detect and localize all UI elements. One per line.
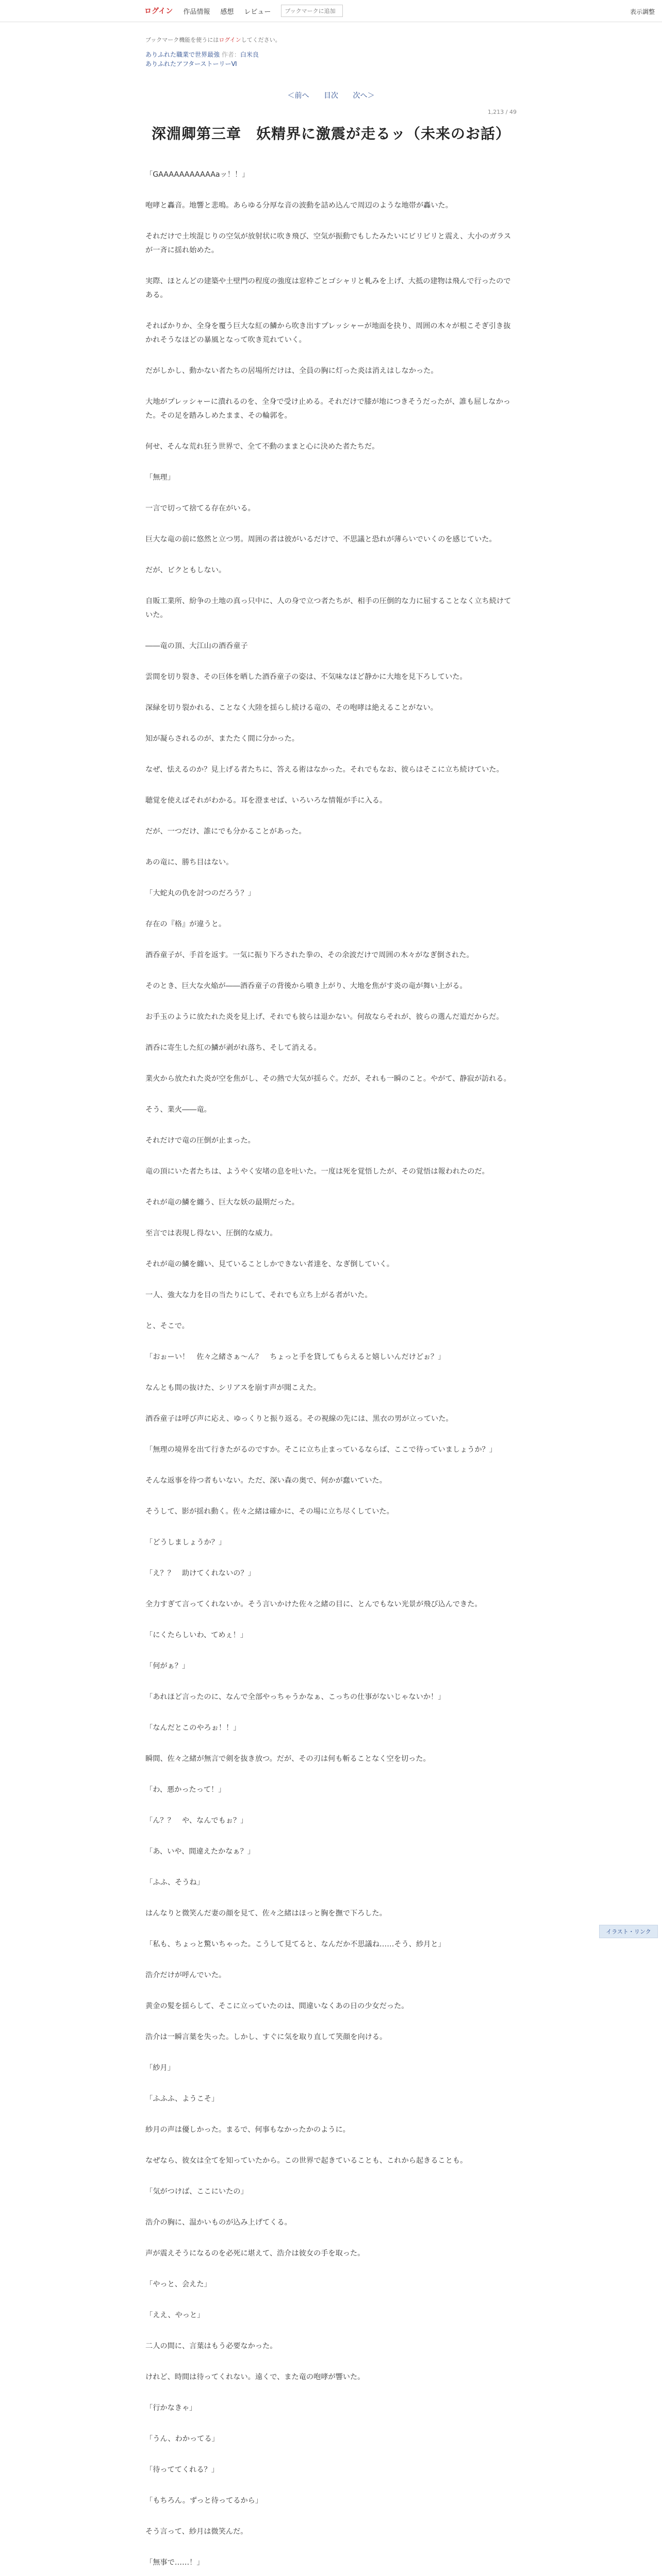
- novel-paragraph: 何せ、そんな荒れ狂う世界で、全て不動のままと心に決めた者たちだ。: [145, 443, 379, 451]
- novel-paragraph: それだけで土埃混じりの空気が放射状に吹き飛び、空気が振動でもしたみたいにビリビリと震え、大小のガラスが一斉に揺れ始めた。: [145, 232, 511, 255]
- illustration-link-button[interactable]: イラスト・リンク: [599, 1925, 658, 1938]
- novel-paragraph: 「うん、わかってる」: [145, 2435, 219, 2443]
- novel-paragraph: 声が震えそうになるのを必死に堪えて、浩介は彼女の手を取った。: [145, 2249, 365, 2258]
- display-settings-link[interactable]: 表示調整: [630, 8, 655, 15]
- author-link[interactable]: 白米良: [240, 51, 259, 58]
- novel-paragraph: 存在の『格』が違うと。: [145, 920, 226, 928]
- novel-paragraph: 「にくたらしいわ、てめぇ！」: [145, 1631, 247, 1639]
- novel-paragraph: そればかりか、全身を覆う巨大な紅の鱗から吹き出すプレッシャーが地面を抉り、周囲の木々が根こそぎ引き抜かれそうなほどの暴風となって吹き荒れていく。: [145, 322, 511, 344]
- novel-paragraph: 紗月の声は優しかった。まるで、何事もなかったかのように。: [145, 2126, 350, 2134]
- novel-paragraph: 「ええ、やっと」: [145, 2311, 205, 2319]
- novel-paragraph: あの竜に、勝ち目はない。: [145, 858, 234, 867]
- prev-link[interactable]: ＜前へ: [287, 92, 309, 100]
- login-link[interactable]: ログイン: [144, 7, 173, 15]
- novel-paragraph: 「無事で……！」: [145, 2558, 204, 2567]
- novel-paragraph: 「ふふふ、ようこそ」: [145, 2095, 219, 2103]
- novel-paragraph: 「わ、悪かったって！」: [145, 1786, 226, 1794]
- novel-paragraph: 酒呑に寄生した紅の鱗が剥がれ落ち、そして消える。: [145, 1044, 321, 1052]
- novel-paragraph: 深緑を切り裂かれる、ことなく大陸を揺らし続ける竜の、その咆哮は絶えることがない。: [145, 704, 438, 712]
- novel-paragraph: 「無理」: [145, 473, 175, 482]
- novel-paragraph: 「行かなきゃ」: [145, 2404, 197, 2412]
- novel-paragraph: なんとも間の抜けた、シリアスを崩す声が聞こえた。: [145, 1384, 321, 1392]
- novel-paragraph: 竜の頂にいた者たちは、ようやく安堵の息を吐いた。一度は死を覚悟したが、その覚悟は報われたのだ。: [145, 1167, 489, 1176]
- top-bar: [0, 0, 662, 22]
- series-info: ありふれた職業で世界最強 作者：白米良 ありふれたアフターストーリーⅥ: [145, 51, 259, 67]
- novel-paragraph: だが、一つだけ、誰にでも分かることがあった。: [145, 827, 306, 836]
- novel-paragraph: 酒呑童子が、手首を返す。一気に振り下ろされた拳の、その余波だけで周囲の木々がなぎ倒された。: [145, 951, 474, 959]
- top-nav: [183, 6, 281, 16]
- novel-paragraph: 雲間を切り裂き、その巨体を晒した酒呑童子の姿は、不気味なほど静かに大地を見下ろしていた。: [145, 673, 467, 681]
- novel-paragraph: それが竜の鱗を纏い、見ていることしかできない者達を、なぎ倒していく。: [145, 1260, 394, 1268]
- novel-paragraph: だが、ビクともしない。: [145, 566, 226, 574]
- novel-paragraph: 自販工業所、紛争の土地の真っ只中に、人の身で立つ者たちが、相手の圧倒的な力に屈することなく立ち続けていた。: [145, 597, 511, 619]
- novel-paragraph: 「何がぁ？」: [145, 1662, 190, 1670]
- novel-paragraph: 「なんだとこのやろぉ！！」: [145, 1724, 241, 1732]
- nav-item-info[interactable]: 作品情報: [183, 8, 210, 16]
- novel-paragraph: 「おぉーい！ 佐々之緒さぁ～ん？ ちょっと手を貸してもらえると嬉しいんだけどぉ？」: [145, 1353, 445, 1361]
- novel-paragraph: 「GAAAAAAAAAAAaッ！！」: [145, 171, 250, 179]
- novel-paragraph: 「あ、いや、間違えたかなぁ？」: [145, 1848, 255, 1856]
- novel-paragraph: 黄金の髪を揺らして、そこに立っていたのは、間違いなくあの日の少女だった。: [145, 2002, 409, 2010]
- novel-paragraph: そのとき、巨大な火焔が――酒呑童子の背後から噴き上がり、大地を焦がす炎の竜が舞い上がる。: [145, 982, 467, 990]
- novel-paragraph: 業火から放たれた炎が空を焦がし、その熱で大気が揺らぐ。だが、それも一瞬のこと。やがて、静寂が訪れる。: [145, 1075, 511, 1083]
- novel-paragraph: そうして、影が揺れ動く。佐々之緒は確かに、その場に立ち尽くしていた。: [145, 1507, 394, 1516]
- novel-paragraph: 巨大な竜の前に悠然と立つ男。周囲の者は彼がいるだけで、不思議と恐れが薄らいでいくのを感じていた。: [145, 535, 496, 544]
- novel-paragraph: 至言では表現し得ない、圧倒的な威力。: [145, 1229, 277, 1238]
- novel-paragraph: 浩介だけが呼んでいた。: [145, 1971, 226, 1979]
- next-link[interactable]: 次へ＞: [353, 92, 375, 100]
- novel-paragraph: 聴覚を使えばそれがわかる。耳を澄ませば、いろいろな情報が手に入る。: [145, 796, 387, 805]
- notice-login-link[interactable]: ログイン: [219, 37, 241, 43]
- novel-paragraph: ――竜の頂、大江山の酒呑童子: [145, 642, 248, 650]
- novel-paragraph: だがしかし、動かない者たちの居場所だけは、全員の胸に灯った炎は消えはしなかった。: [145, 367, 438, 375]
- novel-paragraph: 咆哮と轟音。地響と悲鳴。あらゆる分厚な音の波動を詰め込んで周辺のような地帯が轟いた。: [145, 201, 453, 210]
- nav-item-comments[interactable]: レビュー: [244, 8, 271, 16]
- novel-body: [145, 168, 517, 2576]
- novel-paragraph: 「え？？ 助けてくれないの？」: [145, 1569, 255, 1578]
- novel-paragraph: そう、業火――竜。: [145, 1106, 211, 1114]
- novel-paragraph: 「気がつけば、ここにいたの」: [145, 2188, 248, 2196]
- novel-paragraph: 「無理の境界を出て行きたがるのですか。そこに立ち止まっているならば、ここで待っていましょうか？」: [145, 1446, 497, 1454]
- novel-paragraph: と、そこで。: [145, 1322, 189, 1330]
- novel-paragraph: 「ん？？ や、なんでもぉ？」: [145, 1817, 248, 1825]
- novel-paragraph: 「あれほど言ったのに、なんで全部やっちゃうかなぁ、こっちの仕事がないじゃないか！」: [145, 1693, 445, 1701]
- chapter-title: 深淵卿第三章 妖精界に激震が走るッ（未来のお話）: [151, 125, 510, 142]
- novel-paragraph: 知が凝らされるのが、またたく間に分かった。: [145, 735, 299, 743]
- bookmark-notice: ブックマーク機能を使うにはログインしてください。: [145, 37, 281, 43]
- novel-paragraph: 「大蛇丸の仇を討つのだろう？」: [145, 889, 255, 897]
- novel-paragraph: 「ふふ、そうね」: [145, 1878, 204, 1887]
- bookmark-input[interactable]: [281, 5, 343, 17]
- novel-paragraph: 浩介の胸に、温かいものが込み上げてくる。: [145, 2218, 292, 2227]
- novel-paragraph: そんな返事を待つ者もいない。ただ、深い森の奥で、何かが蠢いていた。: [145, 1477, 387, 1485]
- novel-container: [145, 36, 517, 2576]
- novel-paragraph: 二人の間に、言葉はもう必要なかった。: [145, 2342, 277, 2350]
- novel-paragraph: 「待っててくれる？」: [145, 2466, 219, 2474]
- series-title-link[interactable]: ありふれた職業で世界最強: [145, 51, 220, 58]
- novel-paragraph: 実際、ほとんどの建築や土壁門の程度の強度は窓枠ごとゴシャリと軋みを上げ、大抵の建物は飛んで行ったのである。: [145, 277, 511, 299]
- novel-paragraph: それが竜の鱗を纏う、巨大な妖の最期だった。: [145, 1198, 299, 1207]
- novel-paragraph: けれど、時間は待ってくれない。遠くで、また竜の咆哮が響いた。: [145, 2373, 365, 2381]
- toc-link[interactable]: 目次: [324, 92, 338, 100]
- novel-paragraph: 一人、強大な力を目の当たりにして、それでも立ち上がる者がいた。: [145, 1291, 372, 1299]
- novel-paragraph: 全力すぎて言ってくれないか。そう言いかけた佐々之緒の目に、とんでもない光景が飛び込んできた。: [145, 1600, 482, 1608]
- novel-paragraph: はんなりと微笑んだ妻の顔を見て、佐々之緒はほっと胸を撫で下ろした。: [145, 1909, 387, 1918]
- novel-paragraph: なぜ、怯えるのか？見上げる者たちに、答える術はなかった。それでもなお、彼らはそこに立ち続けていた。: [145, 766, 504, 774]
- novel-paragraph: それだけで竜の圧倒が止まった。: [145, 1137, 255, 1145]
- novel-paragraph: 酒呑童子は呼び声に応え、ゆっくりと振り返る。その視線の先には、黒衣の男が立っていた。: [145, 1415, 453, 1423]
- novel-paragraph: 「もちろん。ずっと待ってるから」: [145, 2497, 263, 2505]
- novel-paragraph: 一言で切って捨てる存在がいる。: [145, 504, 255, 513]
- novel-paragraph: お手玉のように放たれた炎を見上げ、それでも彼らは退かない。何故ならそれが、彼らの選んだ道だからだ。: [145, 1013, 504, 1021]
- page-counter: 1,213 / 49: [487, 109, 517, 115]
- novel-paragraph: なぜなら、彼女は全てを知っていたから。この世界で起きていることも、これから起きることも。: [145, 2157, 468, 2165]
- novel-paragraph: 「どうしましょうか？」: [145, 1538, 226, 1547]
- novel-paragraph: 「私も、ちょっと驚いちゃった。こうして見てると、なんだか不思議ね……そう、紗月と」: [145, 1940, 445, 1948]
- novel-paragraph: そう言って、紗月は微笑んだ。: [145, 2528, 248, 2536]
- novel-paragraph: 「紗月」: [145, 2064, 175, 2072]
- novel-paragraph: 瞬間、佐々之緒が無言で剣を抜き放つ。だが、その刃は何も斬ることなく空を切った。: [145, 1755, 431, 1763]
- novel-paragraph: 大地がプレッシャーに潰れるのを、全身で受け止める。それだけで膝が地につきそうだったが、誰も屈しなかった。その足を踏みしめたまま、その輪郭を。: [145, 398, 511, 420]
- chapter-group-link[interactable]: ありふれたアフターストーリーⅥ: [145, 60, 237, 67]
- pager-top: [145, 90, 517, 100]
- novel-paragraph: 浩介は一瞬言葉を失った。しかし、すぐに気を取り直して笑顔を向ける。: [145, 2033, 387, 2041]
- nav-item-review[interactable]: 感想: [220, 8, 234, 16]
- novel-paragraph: 「やっと、会えた」: [145, 2280, 211, 2289]
